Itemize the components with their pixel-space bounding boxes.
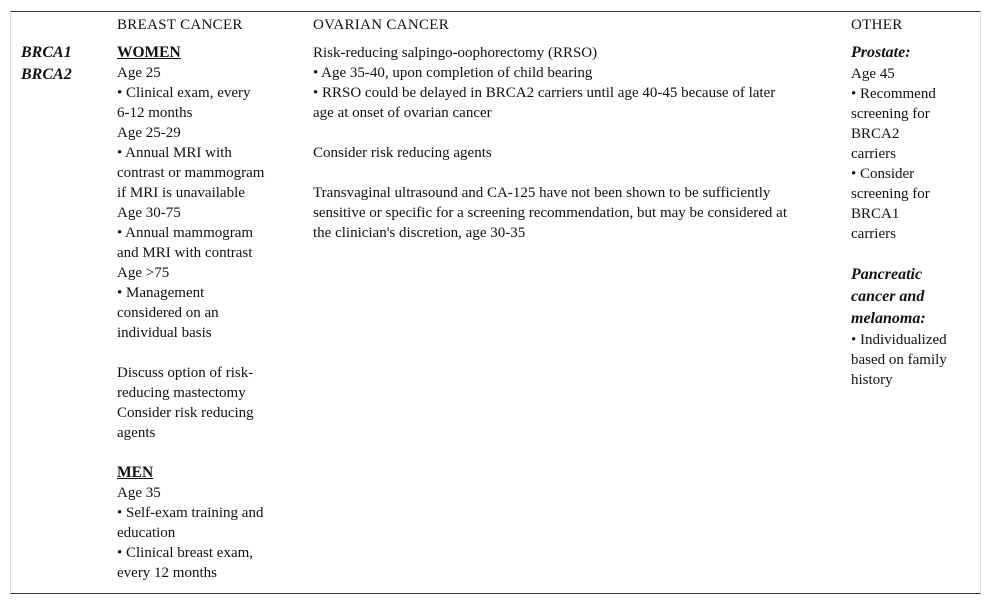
men-line: • Self-exam training and — [117, 505, 264, 521]
prostate-line: screening for — [851, 106, 930, 122]
other-column — [851, 42, 947, 390]
ovarian-screening-line: the clinician's discretion, age 30-35 — [313, 225, 526, 241]
ovarian-line: Risk-reducing salpingo-oophorectomy (RRSO) — [313, 45, 598, 61]
breast-line: and MRI with contrast — [117, 245, 253, 261]
pancreatic-line: history — [851, 372, 893, 388]
header-ovarian-cancer: OVARIAN CANCER — [313, 17, 450, 33]
breast-option-line: reducing mastectomy — [117, 385, 246, 401]
ovarian-screening-line: sensitive or specific for a screening recommendation, but may be considered at — [313, 205, 787, 221]
men-line: every 12 months — [117, 565, 217, 581]
breast-line: • Clinical exam, every — [117, 85, 251, 101]
prostate-line: BRCA2 — [851, 126, 900, 142]
breast-option-line: Discuss option of risk- — [117, 365, 254, 381]
women-heading: WOMEN — [117, 44, 181, 61]
pancreatic-line: based on family — [851, 352, 947, 368]
prostate-line: • Consider — [851, 166, 915, 182]
breast-line: Age >75 — [117, 265, 170, 281]
breast-line: • Management — [117, 285, 205, 301]
breast-option-line: Consider risk reducing — [117, 405, 254, 421]
gene-column — [21, 42, 72, 86]
pancreatic-line: • Individualized — [851, 332, 947, 348]
men-line: education — [117, 525, 176, 541]
breast-line: considered on an — [117, 305, 219, 321]
pancreatic-heading-line: cancer and — [851, 288, 925, 305]
breast-line: • Annual MRI with — [117, 145, 232, 161]
men-line: Age 35 — [117, 485, 161, 501]
breast-line: if MRI is unavailable — [117, 185, 245, 201]
breast-option-line: agents — [117, 425, 156, 441]
men-line: • Clinical breast exam, — [117, 545, 254, 561]
pancreatic-heading-line: Pancreatic — [851, 266, 923, 283]
prostate-line: • Recommend — [851, 86, 936, 102]
prostate-heading: Prostate: — [851, 44, 911, 61]
breast-line: Age 25-29 — [117, 125, 181, 141]
breast-line: • Annual mammogram — [117, 225, 254, 241]
ovarian-screening-line: Transvaginal ultrasound and CA-125 have not been shown to be sufficiently — [313, 185, 771, 201]
prostate-line: Age 45 — [851, 66, 895, 82]
gene-brca2: BRCA2 — [21, 66, 72, 83]
ovarian-risk-agents: Consider risk reducing agents — [313, 145, 492, 161]
ovarian-line: • RRSO could be delayed in BRCA2 carriers until age 40-45 because of later — [313, 85, 776, 101]
breast-cancer-column — [117, 43, 264, 583]
breast-line: 6-12 months — [117, 105, 193, 121]
prostate-line: carriers — [851, 226, 896, 242]
gene-brca1: BRCA1 — [21, 44, 72, 61]
ovarian-line: age at onset of ovarian cancer — [313, 105, 492, 121]
pancreatic-heading-line: melanoma: — [851, 310, 926, 327]
ovarian-line: • Age 35-40, upon completion of child bearing — [313, 65, 593, 81]
prostate-line: screening for — [851, 186, 930, 202]
prostate-line: BRCA1 — [851, 206, 900, 222]
breast-line: Age 30-75 — [117, 205, 181, 221]
breast-line: contrast or mammogram — [117, 165, 265, 181]
header-other: OTHER — [851, 17, 903, 33]
breast-line: individual basis — [117, 325, 212, 341]
prostate-line: carriers — [851, 146, 896, 162]
header-breast-cancer: BREAST CANCER — [117, 17, 243, 33]
ovarian-cancer-column — [313, 43, 787, 243]
men-heading: MEN — [117, 464, 154, 481]
breast-line: Age 25 — [117, 65, 161, 81]
